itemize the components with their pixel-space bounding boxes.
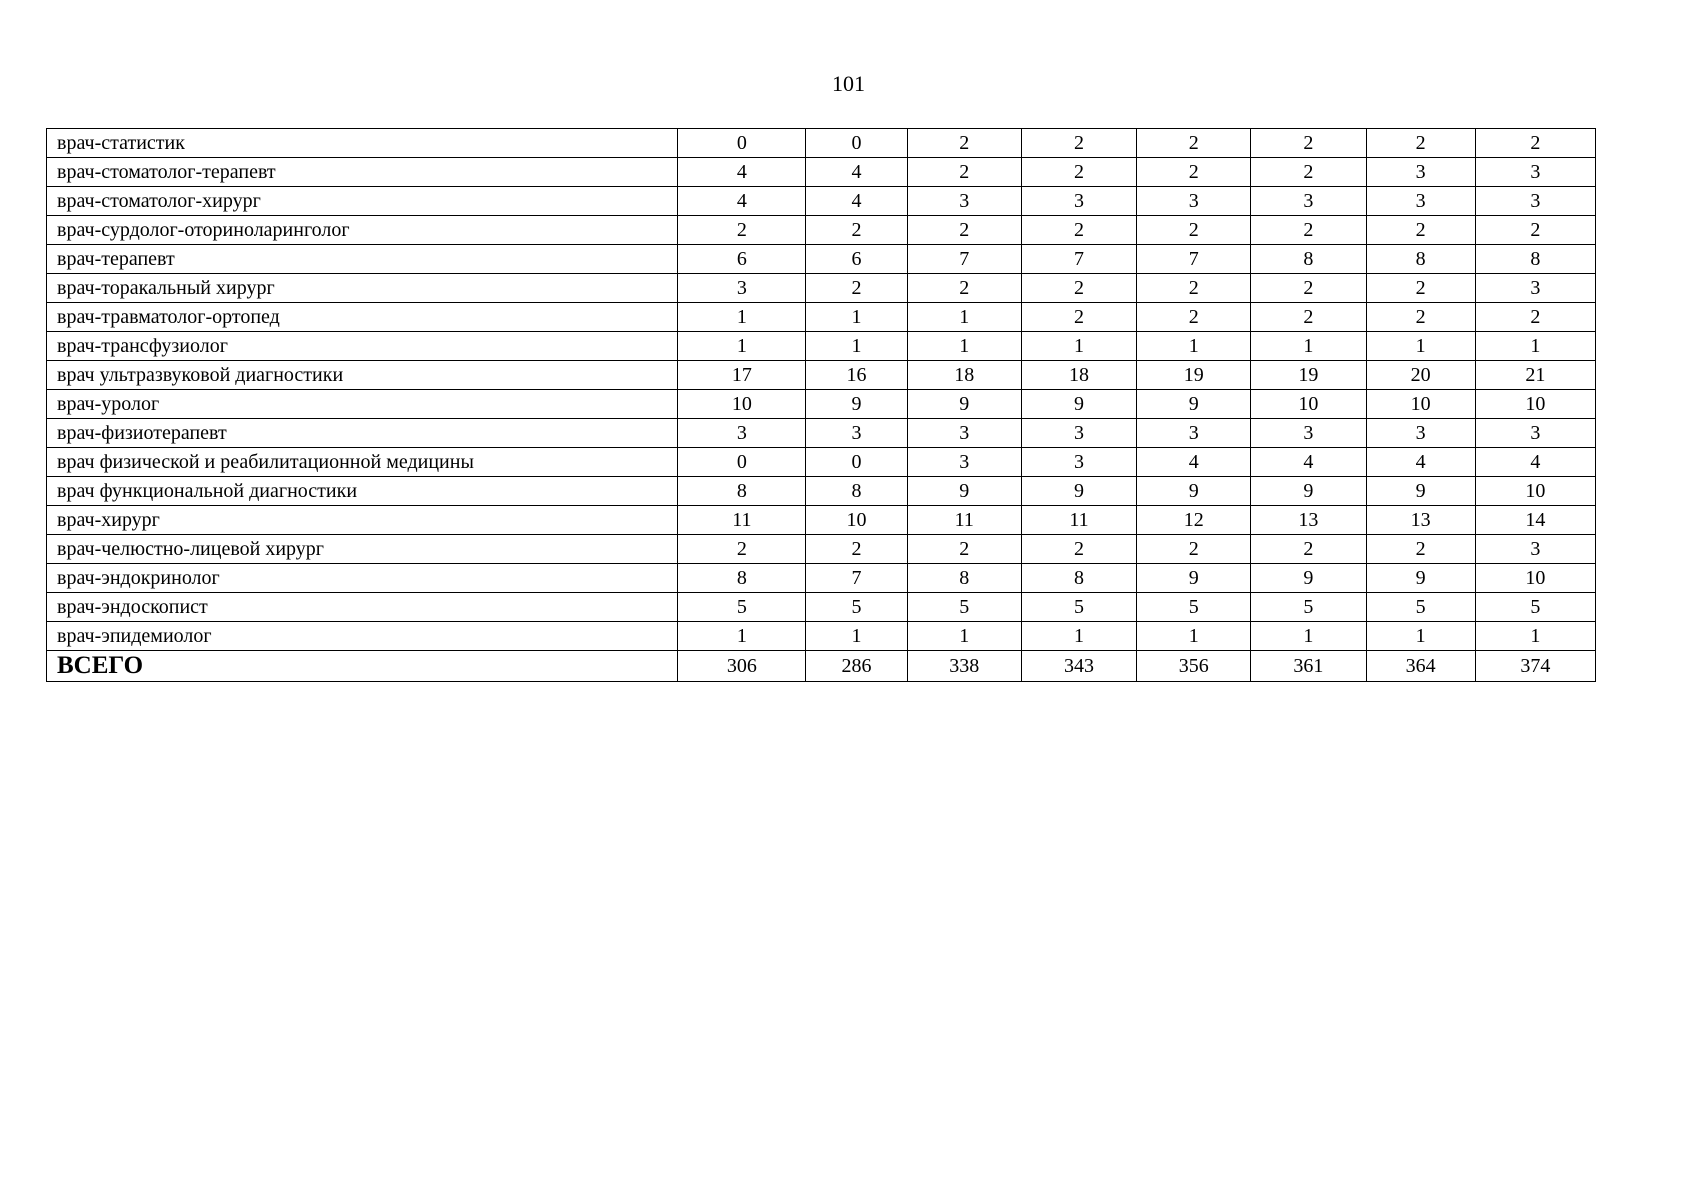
value-cell: 1 [1251, 332, 1366, 361]
value-cell: 5 [907, 593, 1021, 622]
value-cell: 3 [1251, 187, 1366, 216]
value-cell: 2 [1366, 129, 1475, 158]
value-cell: 7 [806, 564, 907, 593]
value-cell: 3 [1021, 448, 1136, 477]
value-cell: 10 [1475, 390, 1595, 419]
total-value-cell: 343 [1021, 651, 1136, 682]
value-cell: 2 [1021, 535, 1136, 564]
value-cell: 2 [1251, 274, 1366, 303]
value-cell: 9 [1137, 390, 1251, 419]
row-label: врач-травматолог-ортопед [47, 303, 678, 332]
total-value-cell: 356 [1137, 651, 1251, 682]
row-label: врач-сурдолог-оториноларинголог [47, 216, 678, 245]
value-cell: 7 [1021, 245, 1136, 274]
value-cell: 2 [1021, 274, 1136, 303]
row-label: врач-стоматолог-хирург [47, 187, 678, 216]
value-cell: 7 [1137, 245, 1251, 274]
value-cell: 2 [806, 216, 907, 245]
value-cell: 2 [678, 216, 806, 245]
value-cell: 1 [1475, 622, 1595, 651]
value-cell: 3 [1475, 535, 1595, 564]
value-cell: 5 [806, 593, 907, 622]
value-cell: 8 [678, 564, 806, 593]
value-cell: 9 [1137, 564, 1251, 593]
value-cell: 2 [1366, 535, 1475, 564]
value-cell: 3 [1137, 419, 1251, 448]
value-cell: 2 [907, 535, 1021, 564]
value-cell: 3 [907, 187, 1021, 216]
value-cell: 5 [678, 593, 806, 622]
value-cell: 4 [1251, 448, 1366, 477]
value-cell: 9 [1137, 477, 1251, 506]
table-row [47, 535, 1596, 564]
table-row [47, 129, 1596, 158]
value-cell: 2 [806, 535, 907, 564]
value-cell: 3 [1021, 187, 1136, 216]
value-cell: 8 [907, 564, 1021, 593]
value-cell: 3 [1475, 419, 1595, 448]
value-cell: 2 [1366, 303, 1475, 332]
value-cell: 4 [678, 158, 806, 187]
value-cell: 1 [1366, 622, 1475, 651]
value-cell: 3 [1366, 158, 1475, 187]
value-cell: 0 [678, 448, 806, 477]
total-value-cell: 286 [806, 651, 907, 682]
value-cell: 3 [907, 448, 1021, 477]
value-cell: 8 [1475, 245, 1595, 274]
table-row [47, 622, 1596, 651]
total-value-cell: 306 [678, 651, 806, 682]
row-label: врач-стоматолог-терапевт [47, 158, 678, 187]
table-row [47, 506, 1596, 535]
row-label: врач-эндоскопист [47, 593, 678, 622]
value-cell: 8 [1021, 564, 1136, 593]
value-cell: 1 [907, 332, 1021, 361]
value-cell: 2 [1137, 535, 1251, 564]
table-row [47, 477, 1596, 506]
value-cell: 17 [678, 361, 806, 390]
row-label: врач-челюстно-лицевой хирург [47, 535, 678, 564]
value-cell: 5 [1137, 593, 1251, 622]
value-cell: 10 [1251, 390, 1366, 419]
value-cell: 7 [907, 245, 1021, 274]
value-cell: 9 [1251, 477, 1366, 506]
row-label: врач-хирург [47, 506, 678, 535]
total-value-cell: 374 [1475, 651, 1595, 682]
value-cell: 3 [1251, 419, 1366, 448]
total-label: ВСЕГО [47, 651, 678, 682]
table-row [47, 303, 1596, 332]
value-cell: 10 [1475, 564, 1595, 593]
value-cell: 4 [806, 158, 907, 187]
value-cell: 9 [806, 390, 907, 419]
value-cell: 2 [1251, 129, 1366, 158]
value-cell: 4 [806, 187, 907, 216]
table-body [47, 129, 1596, 682]
value-cell: 9 [1366, 564, 1475, 593]
row-label: врач-трансфузиолог [47, 332, 678, 361]
value-cell: 3 [1366, 187, 1475, 216]
table-row [47, 593, 1596, 622]
value-cell: 19 [1251, 361, 1366, 390]
value-cell: 9 [1251, 564, 1366, 593]
value-cell: 1 [806, 622, 907, 651]
value-cell: 2 [907, 129, 1021, 158]
row-label: врач-терапевт [47, 245, 678, 274]
table-row [47, 419, 1596, 448]
value-cell: 1 [678, 303, 806, 332]
row-label: врач физической и реабилитационной медицины [47, 448, 678, 477]
table-row [47, 245, 1596, 274]
value-cell: 3 [806, 419, 907, 448]
value-cell: 5 [1251, 593, 1366, 622]
total-row [47, 651, 1596, 682]
value-cell: 0 [806, 448, 907, 477]
row-label: врач-торакальный хирург [47, 274, 678, 303]
value-cell: 9 [1366, 477, 1475, 506]
value-cell: 6 [806, 245, 907, 274]
value-cell: 2 [907, 158, 1021, 187]
value-cell: 1 [1366, 332, 1475, 361]
value-cell: 5 [1475, 593, 1595, 622]
table-row [47, 448, 1596, 477]
value-cell: 4 [678, 187, 806, 216]
value-cell: 2 [907, 216, 1021, 245]
value-cell: 2 [1137, 216, 1251, 245]
value-cell: 2 [1021, 216, 1136, 245]
value-cell: 3 [1137, 187, 1251, 216]
value-cell: 13 [1251, 506, 1366, 535]
table-row [47, 332, 1596, 361]
value-cell: 19 [1137, 361, 1251, 390]
value-cell: 5 [1021, 593, 1136, 622]
value-cell: 3 [1475, 274, 1595, 303]
total-value-cell: 338 [907, 651, 1021, 682]
value-cell: 8 [1366, 245, 1475, 274]
value-cell: 11 [907, 506, 1021, 535]
value-cell: 11 [678, 506, 806, 535]
page-number: 101 [832, 71, 865, 96]
value-cell: 1 [678, 332, 806, 361]
value-cell: 1 [678, 622, 806, 651]
value-cell: 8 [678, 477, 806, 506]
value-cell: 2 [1475, 216, 1595, 245]
value-cell: 1 [1137, 622, 1251, 651]
value-cell: 1 [1251, 622, 1366, 651]
value-cell: 13 [1366, 506, 1475, 535]
row-label: врач-физиотерапевт [47, 419, 678, 448]
value-cell: 12 [1137, 506, 1251, 535]
staffing-table [46, 128, 1596, 682]
value-cell: 3 [678, 274, 806, 303]
value-cell: 2 [1251, 216, 1366, 245]
value-cell: 18 [1021, 361, 1136, 390]
value-cell: 5 [1366, 593, 1475, 622]
row-label: врач-уролог [47, 390, 678, 419]
value-cell: 3 [678, 419, 806, 448]
value-cell: 18 [907, 361, 1021, 390]
value-cell: 2 [1251, 535, 1366, 564]
table-row [47, 564, 1596, 593]
value-cell: 9 [1021, 477, 1136, 506]
value-cell: 8 [1251, 245, 1366, 274]
value-cell: 2 [1366, 274, 1475, 303]
value-cell: 1 [907, 622, 1021, 651]
value-cell: 6 [678, 245, 806, 274]
row-label: врач функциональной диагностики [47, 477, 678, 506]
value-cell: 2 [1137, 274, 1251, 303]
value-cell: 2 [1251, 303, 1366, 332]
table-row [47, 158, 1596, 187]
value-cell: 0 [678, 129, 806, 158]
total-value-cell: 361 [1251, 651, 1366, 682]
value-cell: 8 [806, 477, 907, 506]
value-cell: 9 [1021, 390, 1136, 419]
value-cell: 4 [1137, 448, 1251, 477]
value-cell: 1 [1021, 622, 1136, 651]
value-cell: 2 [678, 535, 806, 564]
value-cell: 10 [806, 506, 907, 535]
value-cell: 2 [1366, 216, 1475, 245]
table-row [47, 274, 1596, 303]
value-cell: 10 [1475, 477, 1595, 506]
value-cell: 3 [1021, 419, 1136, 448]
value-cell: 10 [678, 390, 806, 419]
value-cell: 21 [1475, 361, 1595, 390]
value-cell: 2 [1475, 303, 1595, 332]
table-row [47, 361, 1596, 390]
value-cell: 2 [1475, 129, 1595, 158]
value-cell: 0 [806, 129, 907, 158]
value-cell: 2 [1137, 158, 1251, 187]
row-label: врач-эндокринолог [47, 564, 678, 593]
row-label: врач-эпидемиолог [47, 622, 678, 651]
value-cell: 1 [806, 303, 907, 332]
value-cell: 11 [1021, 506, 1136, 535]
value-cell: 1 [907, 303, 1021, 332]
value-cell: 2 [907, 274, 1021, 303]
value-cell: 2 [1137, 129, 1251, 158]
table-row [47, 390, 1596, 419]
value-cell: 4 [1475, 448, 1595, 477]
table-row [47, 187, 1596, 216]
value-cell: 2 [806, 274, 907, 303]
table-row [47, 216, 1596, 245]
value-cell: 2 [1137, 303, 1251, 332]
value-cell: 2 [1021, 129, 1136, 158]
value-cell: 3 [1366, 419, 1475, 448]
value-cell: 4 [1366, 448, 1475, 477]
value-cell: 20 [1366, 361, 1475, 390]
value-cell: 2 [1021, 158, 1136, 187]
value-cell: 9 [907, 477, 1021, 506]
value-cell: 3 [1475, 187, 1595, 216]
value-cell: 16 [806, 361, 907, 390]
row-label: врач-статистик [47, 129, 678, 158]
value-cell: 9 [907, 390, 1021, 419]
total-value-cell: 364 [1366, 651, 1475, 682]
row-label: врач ультразвуковой диагностики [47, 361, 678, 390]
value-cell: 10 [1366, 390, 1475, 419]
value-cell: 1 [1137, 332, 1251, 361]
value-cell: 2 [1251, 158, 1366, 187]
value-cell: 1 [806, 332, 907, 361]
value-cell: 3 [907, 419, 1021, 448]
value-cell: 14 [1475, 506, 1595, 535]
value-cell: 1 [1021, 332, 1136, 361]
value-cell: 1 [1475, 332, 1595, 361]
value-cell: 2 [1021, 303, 1136, 332]
value-cell: 3 [1475, 158, 1595, 187]
